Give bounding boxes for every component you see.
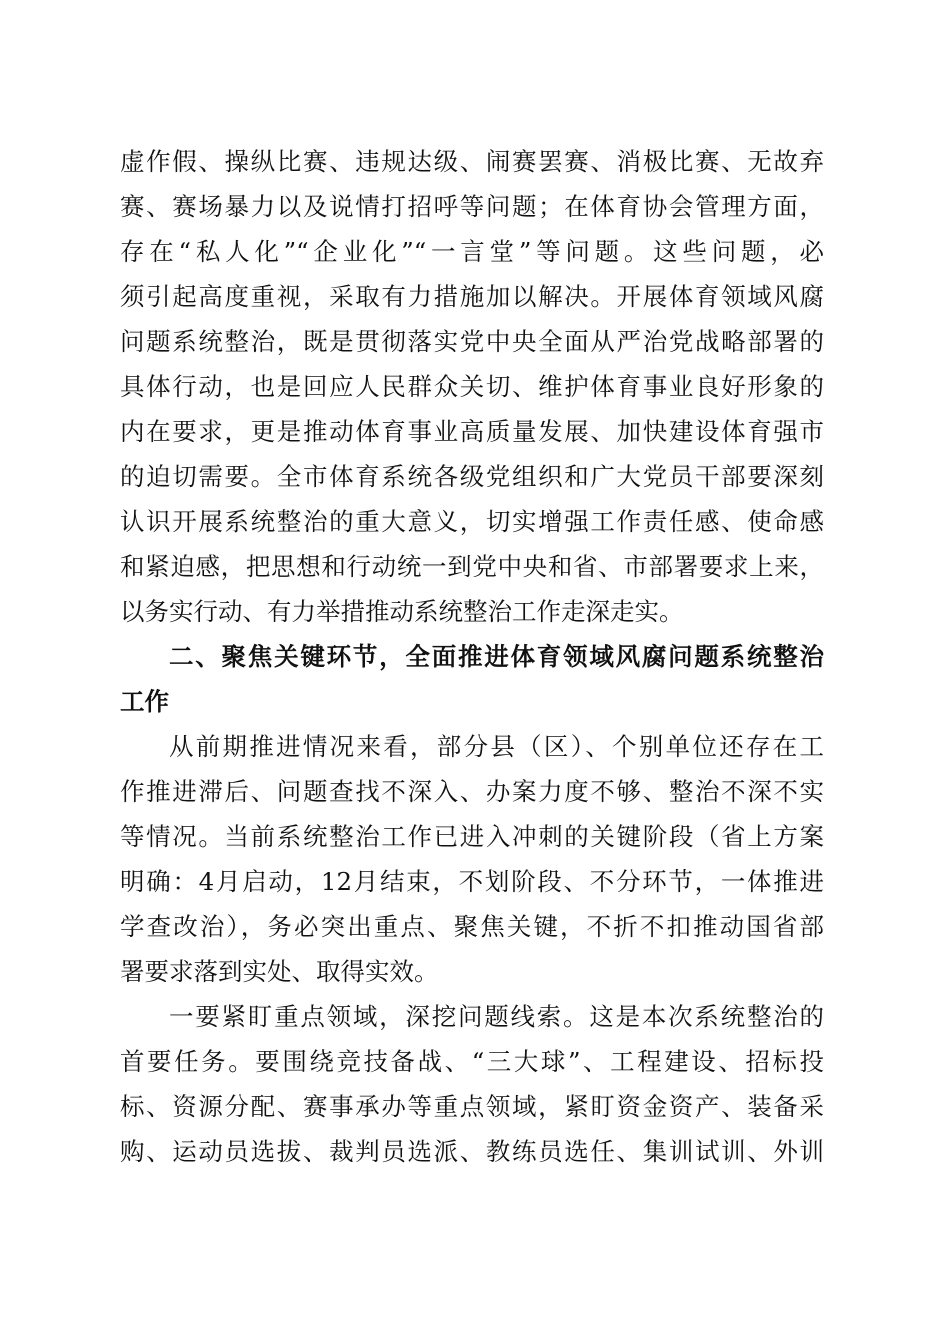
para1-line: 存在“私人化”“企业化”“一言堂”等问题。这些问题，必 (120, 237, 824, 266)
para1-line: 赛、赛场暴力以及说情打招呼等问题；在体育协会管理方面， (120, 192, 824, 221)
para3-line: 购、运动员选拔、裁判员选派、教练员选任、集训试训、外训 (120, 1137, 824, 1166)
para2-line: 等情况。当前系统整治工作已进入冲刺的关键阶段（省上方案 (120, 822, 824, 851)
para3-line: 标、资源分配、赛事承办等重点领域，紧盯资金资产、装备采 (120, 1092, 824, 1121)
section-heading: 二、聚焦关键环节，全面推进体育领域风腐问题系统整治 (169, 642, 824, 671)
para2-line: 从前期推进情况来看，部分县（区）、个别单位还存在工 (169, 732, 824, 761)
para2-line: 作推进滞后、问题查找不深入、办案力度不够、整治不深不实 (120, 777, 824, 806)
section-heading: 工作 (120, 687, 169, 716)
para1-line: 认识开展系统整治的重大意义，切实增强工作责任感、使命感 (120, 507, 824, 536)
para3-line: 一要紧盯重点领域，深挖问题线索。这是本次系统整治的 (169, 1002, 824, 1031)
para1-line: 具体行动，也是回应人民群众关切、维护体育事业良好形象的 (120, 372, 824, 401)
para1-line: 虚作假、操纵比赛、违规达级、闹赛罢赛、消极比赛、无故弃 (120, 147, 824, 176)
para1-line: 的迫切需要。全市体育系统各级党组织和广大党员干部要深刻 (120, 462, 824, 491)
para2-line: 学查改治），务必突出重点、聚焦关键，不折不扣推动国省部 (120, 912, 824, 941)
para3-line: 首要任务。要围绕竞技备战、“三大球”、工程建设、招标投 (120, 1047, 824, 1076)
para1-line: 以务实行动、有力举措推动系统整治工作走深走实。 (120, 597, 684, 626)
para2-line: 署要求落到实处、取得实效。 (120, 957, 439, 986)
para1-line: 须引起高度重视，采取有力措施加以解决。开展体育领域风腐 (120, 282, 824, 311)
para2-line: 明确：4月启动，12月结束，不划阶段、不分环节，一体推进 (120, 867, 824, 896)
para1-line: 问题系统整治，既是贯彻落实党中央全面从严治党战略部署的 (120, 327, 824, 356)
para1-line: 和紧迫感，把思想和行动统一到党中央和省、市部署要求上来， (120, 552, 824, 581)
para1-line: 内在要求，更是推动体育事业高质量发展、加快建设体育强市 (120, 417, 824, 446)
